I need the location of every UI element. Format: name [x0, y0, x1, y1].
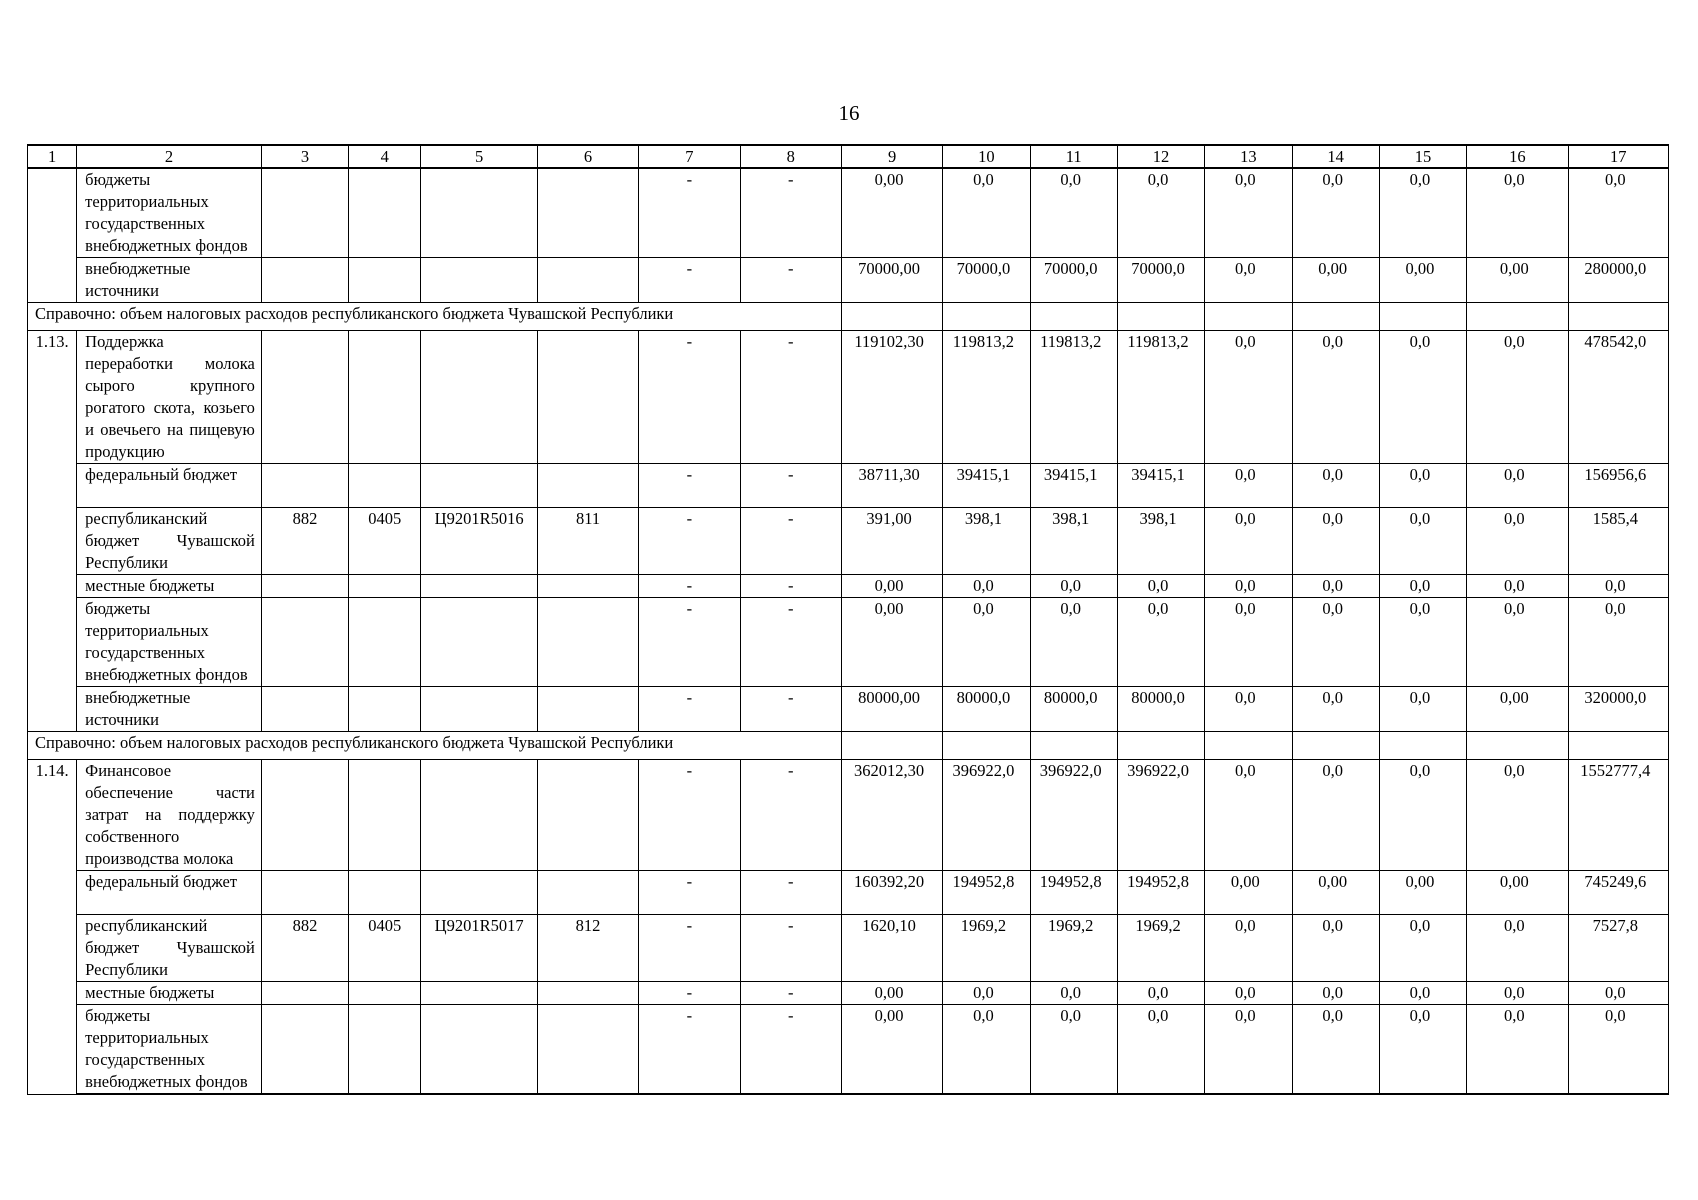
cell-c9: 80000,00: [841, 687, 942, 732]
cell-c13: 0,0: [1205, 508, 1292, 575]
cell-c15: 0,0: [1379, 982, 1466, 1005]
header-cell: 14: [1292, 145, 1379, 168]
cell-c9: 0,00: [841, 575, 942, 598]
cell-c10: 194952,8: [943, 871, 1030, 915]
cell-c15: 0,0: [1379, 687, 1466, 732]
cell-c3: [261, 687, 348, 732]
empty-cell: [1379, 303, 1466, 331]
header-cell: 5: [421, 145, 537, 168]
cell-c16: 0,0: [1467, 464, 1568, 508]
header-cell: 9: [841, 145, 942, 168]
cell-c3: [261, 258, 348, 303]
cell-c15: 0,0: [1379, 1005, 1466, 1095]
cell-c4: [349, 575, 421, 598]
table-row: [28, 598, 1669, 687]
empty-cell: [1117, 303, 1204, 331]
cell-c10: 0,0: [943, 1005, 1030, 1095]
cell-c11: 0,0: [1030, 575, 1117, 598]
cell-c16: 0,0: [1467, 1005, 1568, 1095]
cell-c11: 39415,1: [1030, 464, 1117, 508]
cell-c12: 0,0: [1117, 598, 1204, 687]
cell-c7: -: [639, 760, 740, 871]
cell-c14: 0,0: [1292, 760, 1379, 871]
cell-c16: 0,0: [1467, 575, 1568, 598]
cell-c15: 0,0: [1379, 464, 1466, 508]
cell-c17: 0,0: [1568, 982, 1669, 1005]
header-cell: 16: [1467, 145, 1568, 168]
empty-cell: [1117, 732, 1204, 760]
cell-c12: 0,0: [1117, 168, 1204, 258]
cell-c4: [349, 982, 421, 1005]
cell-c14: 0,0: [1292, 464, 1379, 508]
empty-cell: [943, 303, 1030, 331]
cell-c8: -: [740, 598, 841, 687]
cell-c17: 0,0: [1568, 1005, 1669, 1095]
header-cell: 2: [77, 145, 262, 168]
cell-c3: [261, 575, 348, 598]
cell-c15: 0,0: [1379, 915, 1466, 982]
cell-c17: 320000,0: [1568, 687, 1669, 732]
cell-c6: 811: [537, 508, 638, 575]
table-row: [28, 168, 1669, 258]
table-row: [28, 464, 1669, 508]
cell-c13: 0,0: [1205, 982, 1292, 1005]
cell-c7: -: [639, 598, 740, 687]
cell-c17: 478542,0: [1568, 331, 1669, 464]
cell-c10: 119813,2: [943, 331, 1030, 464]
cell-c3: [261, 871, 348, 915]
header-cell: 6: [537, 145, 638, 168]
cell-c5: [421, 464, 537, 508]
cell-c9: 391,00: [841, 508, 942, 575]
cell-c3: [261, 464, 348, 508]
cell-c13: 0,00: [1205, 871, 1292, 915]
cell-c5: [421, 982, 537, 1005]
cell-c3: [261, 168, 348, 258]
header-cell: 17: [1568, 145, 1669, 168]
cell-c11: 398,1: [1030, 508, 1117, 575]
cell-c7: -: [639, 508, 740, 575]
cell-c12: 0,0: [1117, 575, 1204, 598]
cell-c7: -: [639, 687, 740, 732]
cell-c14: 0,0: [1292, 982, 1379, 1005]
empty-cell: [1292, 732, 1379, 760]
cell-c4: 0405: [349, 915, 421, 982]
empty-cell: [1205, 303, 1292, 331]
cell-c14: 0,0: [1292, 508, 1379, 575]
cell-c5: [421, 168, 537, 258]
cell-c16: 0,0: [1467, 331, 1568, 464]
row-label: федеральный бюджет: [77, 871, 262, 915]
cell-c6: [537, 687, 638, 732]
cell-c4: 0405: [349, 508, 421, 575]
header-cell: 15: [1379, 145, 1466, 168]
row-label: бюджеты территориальных государственных внебюджетных фондов: [77, 168, 262, 258]
cell-c7: -: [639, 168, 740, 258]
cell-c16: 0,00: [1467, 871, 1568, 915]
empty-cell: [841, 303, 942, 331]
cell-c4: [349, 760, 421, 871]
cell-c7: -: [639, 982, 740, 1005]
item-index: [28, 168, 77, 303]
header-cell: 12: [1117, 145, 1204, 168]
row-label: Поддержка переработки молока сырого крупного рогатого скота, козьего и овечьего на пищевую продукцию: [77, 331, 262, 464]
cell-c14: 0,0: [1292, 915, 1379, 982]
cell-c7: -: [639, 915, 740, 982]
table-row: [28, 982, 1669, 1005]
empty-cell: [1379, 732, 1466, 760]
cell-c6: [537, 258, 638, 303]
cell-c12: 396922,0: [1117, 760, 1204, 871]
cell-c15: 0,00: [1379, 871, 1466, 915]
cell-c12: 119813,2: [1117, 331, 1204, 464]
row-label: бюджеты территориальных государственных внебюджетных фондов: [77, 598, 262, 687]
row-label: Финансовое обеспечение части затрат на поддержку собственного производства молока: [77, 760, 262, 871]
cell-c9: 0,00: [841, 1005, 942, 1095]
cell-c11: 0,0: [1030, 168, 1117, 258]
cell-c6: [537, 871, 638, 915]
cell-c10: 39415,1: [943, 464, 1030, 508]
table-row: [28, 760, 1669, 871]
cell-c14: 0,00: [1292, 871, 1379, 915]
cell-c10: 396922,0: [943, 760, 1030, 871]
header-cell: 4: [349, 145, 421, 168]
cell-c4: [349, 168, 421, 258]
cell-c13: 0,0: [1205, 687, 1292, 732]
cell-c13: 0,0: [1205, 464, 1292, 508]
cell-c4: [349, 871, 421, 915]
cell-c12: 398,1: [1117, 508, 1204, 575]
cell-c17: 745249,6: [1568, 871, 1669, 915]
cell-c9: 119102,30: [841, 331, 942, 464]
cell-c6: [537, 982, 638, 1005]
row-label: внебюджетные источники: [77, 687, 262, 732]
cell-c12: 70000,0: [1117, 258, 1204, 303]
table-row: [28, 331, 1669, 464]
cell-c15: 0,00: [1379, 258, 1466, 303]
cell-c9: 38711,30: [841, 464, 942, 508]
cell-c9: 0,00: [841, 598, 942, 687]
cell-c13: 0,0: [1205, 168, 1292, 258]
budget-table: [27, 144, 1669, 1095]
reference-row: [28, 303, 1669, 331]
header-cell: 3: [261, 145, 348, 168]
empty-cell: [1205, 732, 1292, 760]
cell-c11: 70000,0: [1030, 258, 1117, 303]
cell-c13: 0,0: [1205, 760, 1292, 871]
cell-c7: -: [639, 575, 740, 598]
cell-c8: -: [740, 258, 841, 303]
cell-c5: [421, 598, 537, 687]
cell-c8: -: [740, 687, 841, 732]
empty-cell: [1292, 303, 1379, 331]
cell-c10: 0,0: [943, 575, 1030, 598]
cell-c5: [421, 1005, 537, 1095]
header-row: [28, 145, 1669, 168]
cell-c10: 398,1: [943, 508, 1030, 575]
cell-c11: 0,0: [1030, 1005, 1117, 1095]
cell-c13: 0,0: [1205, 258, 1292, 303]
cell-c16: 0,00: [1467, 258, 1568, 303]
cell-c9: 362012,30: [841, 760, 942, 871]
cell-c16: 0,0: [1467, 598, 1568, 687]
cell-c13: 0,0: [1205, 598, 1292, 687]
cell-c15: 0,0: [1379, 598, 1466, 687]
cell-c7: -: [639, 1005, 740, 1095]
cell-c16: 0,0: [1467, 982, 1568, 1005]
cell-c14: 0,00: [1292, 258, 1379, 303]
table-row: [28, 687, 1669, 732]
cell-c13: 0,0: [1205, 1005, 1292, 1095]
cell-c4: [349, 1005, 421, 1095]
table-row: [28, 1005, 1669, 1095]
table-body: [28, 145, 1669, 1094]
cell-c11: 194952,8: [1030, 871, 1117, 915]
table-row: [28, 915, 1669, 982]
header-cell: 1: [28, 145, 77, 168]
cell-c10: 0,0: [943, 982, 1030, 1005]
cell-c14: 0,0: [1292, 598, 1379, 687]
cell-c7: -: [639, 464, 740, 508]
cell-c8: -: [740, 331, 841, 464]
cell-c6: [537, 575, 638, 598]
cell-c15: 0,0: [1379, 331, 1466, 464]
row-label: республиканский бюджет Чувашской Республики: [77, 915, 262, 982]
cell-c6: [537, 760, 638, 871]
header-cell: 10: [943, 145, 1030, 168]
table-row: [28, 575, 1669, 598]
item-index: 1.13.: [28, 331, 77, 732]
cell-c11: 396922,0: [1030, 760, 1117, 871]
cell-c5: [421, 760, 537, 871]
cell-c12: 194952,8: [1117, 871, 1204, 915]
cell-c8: -: [740, 915, 841, 982]
cell-c11: 1969,2: [1030, 915, 1117, 982]
cell-c3: [261, 760, 348, 871]
empty-cell: [943, 732, 1030, 760]
cell-c6: [537, 598, 638, 687]
cell-c11: 119813,2: [1030, 331, 1117, 464]
empty-cell: [1467, 732, 1568, 760]
cell-c11: 0,0: [1030, 598, 1117, 687]
cell-c5: [421, 258, 537, 303]
cell-c12: 0,0: [1117, 1005, 1204, 1095]
row-label: местные бюджеты: [77, 982, 262, 1005]
table-row: [28, 508, 1669, 575]
cell-c15: 0,0: [1379, 575, 1466, 598]
cell-c10: 1969,2: [943, 915, 1030, 982]
cell-c3: [261, 598, 348, 687]
cell-c6: 812: [537, 915, 638, 982]
cell-c10: 80000,0: [943, 687, 1030, 732]
cell-c9: 70000,00: [841, 258, 942, 303]
cell-c8: -: [740, 760, 841, 871]
cell-c5: Ц9201R5016: [421, 508, 537, 575]
empty-cell: [1568, 303, 1669, 331]
cell-c12: 80000,0: [1117, 687, 1204, 732]
table-row: [28, 871, 1669, 915]
row-label: внебюджетные источники: [77, 258, 262, 303]
table-row: [28, 258, 1669, 303]
cell-c10: 70000,0: [943, 258, 1030, 303]
row-label: бюджеты территориальных государственных внебюджетных фондов: [77, 1005, 262, 1095]
cell-c8: -: [740, 982, 841, 1005]
cell-c10: 0,0: [943, 168, 1030, 258]
cell-c4: [349, 687, 421, 732]
cell-c9: 160392,20: [841, 871, 942, 915]
cell-c3: [261, 331, 348, 464]
empty-cell: [1467, 303, 1568, 331]
cell-c14: 0,0: [1292, 1005, 1379, 1095]
header-cell: 7: [639, 145, 740, 168]
cell-c12: 1969,2: [1117, 915, 1204, 982]
cell-c12: 0,0: [1117, 982, 1204, 1005]
cell-c15: 0,0: [1379, 760, 1466, 871]
cell-c16: 0,00: [1467, 687, 1568, 732]
cell-c14: 0,0: [1292, 575, 1379, 598]
cell-c3: 882: [261, 915, 348, 982]
cell-c14: 0,0: [1292, 687, 1379, 732]
cell-c17: 1585,4: [1568, 508, 1669, 575]
reference-note: Справочно: объем налоговых расходов республиканского бюджета Чувашской Республики: [28, 732, 842, 760]
cell-c14: 0,0: [1292, 331, 1379, 464]
cell-c17: 156956,6: [1568, 464, 1669, 508]
cell-c5: [421, 871, 537, 915]
cell-c8: -: [740, 168, 841, 258]
empty-cell: [1568, 732, 1669, 760]
empty-cell: [1030, 303, 1117, 331]
cell-c3: [261, 982, 348, 1005]
cell-c9: 0,00: [841, 982, 942, 1005]
cell-c5: Ц9201R5017: [421, 915, 537, 982]
cell-c4: [349, 464, 421, 508]
cell-c17: 7527,8: [1568, 915, 1669, 982]
cell-c7: -: [639, 871, 740, 915]
cell-c17: 280000,0: [1568, 258, 1669, 303]
row-label: местные бюджеты: [77, 575, 262, 598]
cell-c11: 0,0: [1030, 982, 1117, 1005]
cell-c4: [349, 331, 421, 464]
cell-c6: [537, 331, 638, 464]
cell-c5: [421, 687, 537, 732]
reference-row: [28, 732, 1669, 760]
cell-c5: [421, 575, 537, 598]
cell-c8: -: [740, 575, 841, 598]
cell-c6: [537, 1005, 638, 1095]
row-label: федеральный бюджет: [77, 464, 262, 508]
reference-note: Справочно: объем налоговых расходов республиканского бюджета Чувашской Республики: [28, 303, 842, 331]
header-cell: 13: [1205, 145, 1292, 168]
cell-c5: [421, 331, 537, 464]
cell-c13: 0,0: [1205, 331, 1292, 464]
header-cell: 11: [1030, 145, 1117, 168]
cell-c11: 80000,0: [1030, 687, 1117, 732]
cell-c17: 1552777,4: [1568, 760, 1669, 871]
page-number: 16: [838, 101, 860, 125]
cell-c9: 0,00: [841, 168, 942, 258]
header-cell: 8: [740, 145, 841, 168]
cell-c7: -: [639, 258, 740, 303]
cell-c3: [261, 1005, 348, 1095]
empty-cell: [841, 732, 942, 760]
cell-c15: 0,0: [1379, 508, 1466, 575]
row-label: республиканский бюджет Чувашской Республики: [77, 508, 262, 575]
cell-c17: 0,0: [1568, 575, 1669, 598]
cell-c8: -: [740, 464, 841, 508]
item-index: 1.14.: [28, 760, 77, 1095]
cell-c7: -: [639, 331, 740, 464]
cell-c17: 0,0: [1568, 598, 1669, 687]
cell-c14: 0,0: [1292, 168, 1379, 258]
cell-c4: [349, 598, 421, 687]
cell-c9: 1620,10: [841, 915, 942, 982]
cell-c15: 0,0: [1379, 168, 1466, 258]
cell-c13: 0,0: [1205, 915, 1292, 982]
cell-c13: 0,0: [1205, 575, 1292, 598]
cell-c8: -: [740, 508, 841, 575]
cell-c6: [537, 464, 638, 508]
cell-c6: [537, 168, 638, 258]
cell-c10: 0,0: [943, 598, 1030, 687]
cell-c3: 882: [261, 508, 348, 575]
cell-c16: 0,0: [1467, 915, 1568, 982]
cell-c17: 0,0: [1568, 168, 1669, 258]
cell-c8: -: [740, 871, 841, 915]
cell-c4: [349, 258, 421, 303]
cell-c8: -: [740, 1005, 841, 1095]
cell-c16: 0,0: [1467, 508, 1568, 575]
cell-c16: 0,0: [1467, 168, 1568, 258]
cell-c16: 0,0: [1467, 760, 1568, 871]
cell-c12: 39415,1: [1117, 464, 1204, 508]
empty-cell: [1030, 732, 1117, 760]
